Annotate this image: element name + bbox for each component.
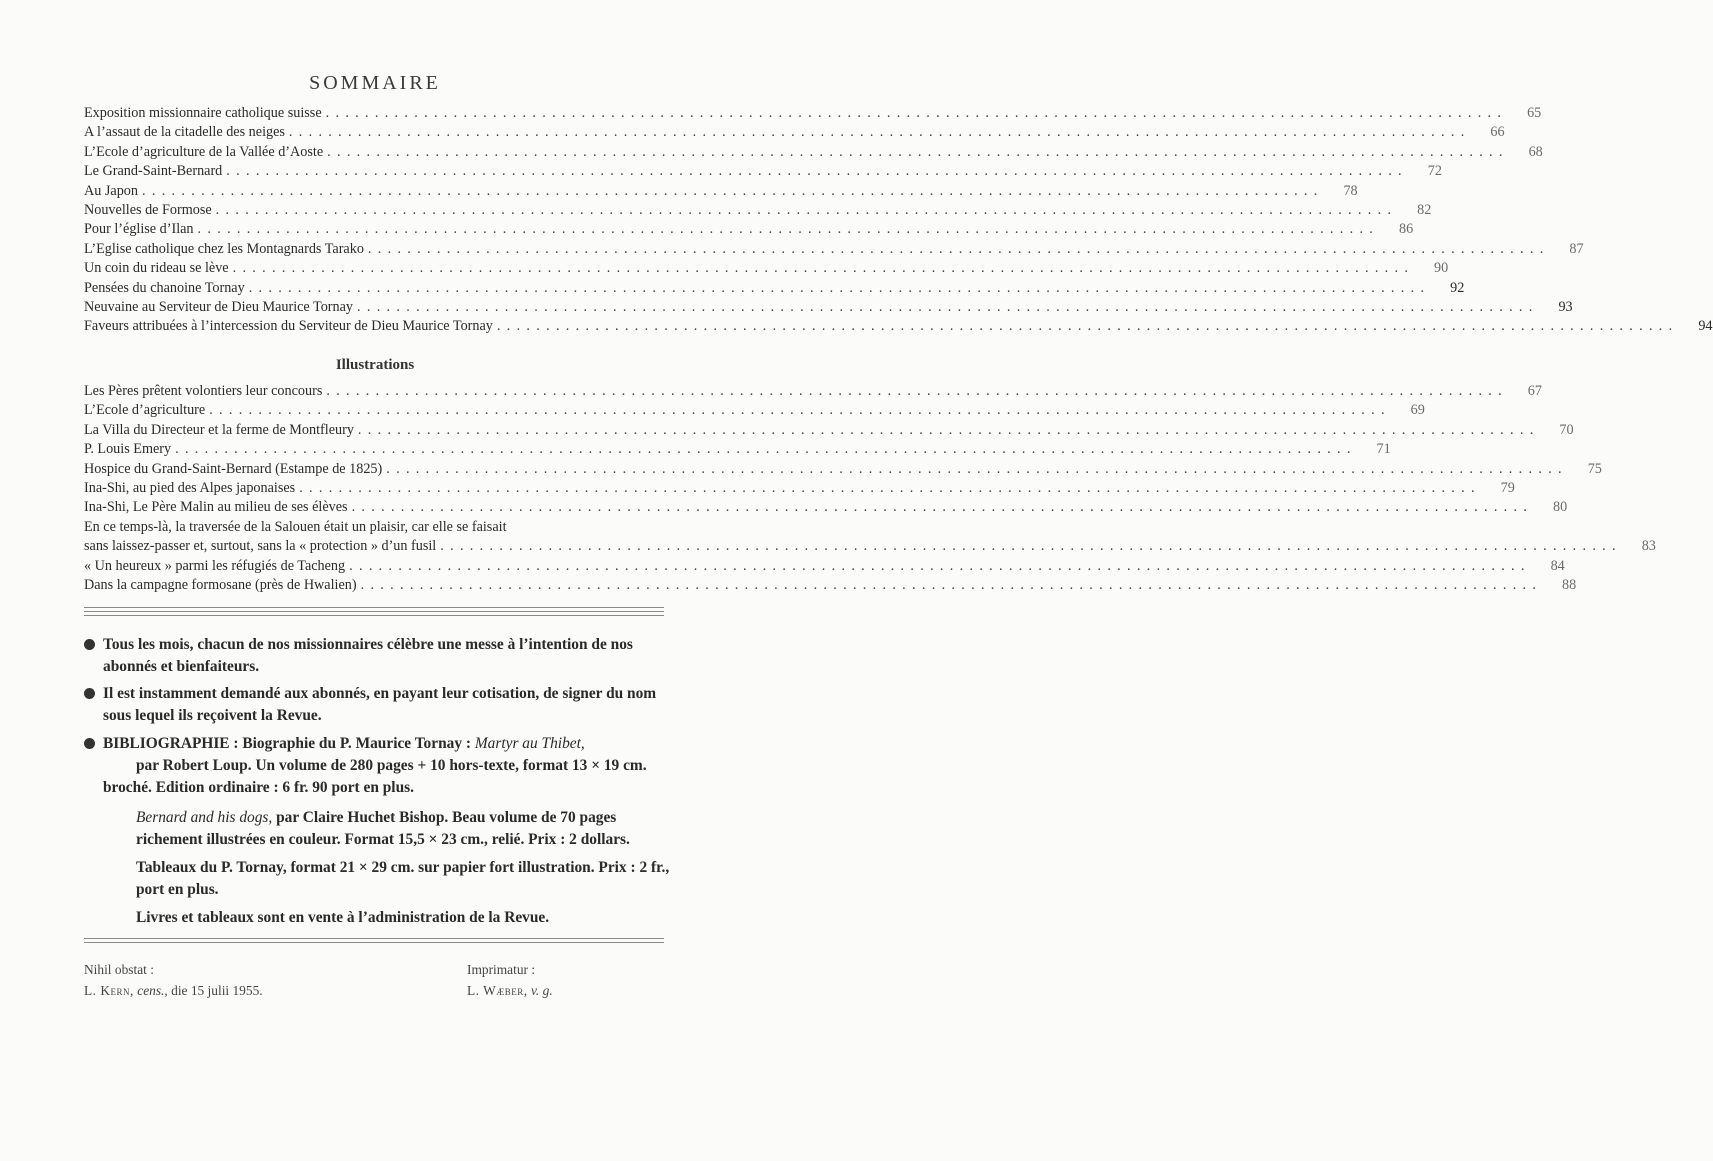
divider — [84, 942, 664, 943]
illustration-entry-title: Dans la campagne formosane (près de Hwalien) — [84, 576, 357, 593]
dot-leader: ........................................................................................................................ — [357, 421, 1540, 438]
bib-label: BIBLIOGRAPHIE : Biographie du P. Maurice Tornay : — [103, 735, 475, 752]
illustration-entry-title: Les Pères prêtent volontiers leur concours — [84, 383, 323, 399]
bib-details: Un volume de 280 pages + 10 hors-texte, format 13 × 19 cm. broché. Edition ordinaire : 6 fr. 90 port en plus. — [103, 757, 647, 796]
sommaire-list — [84, 104, 1713, 337]
bullet-icon — [84, 738, 95, 749]
nihil-name: L. Kern, — [84, 983, 134, 998]
tableaux: Tableaux du P. Tornay, format 21 × 29 cm. sur papier fort illustration. Prix : 2 fr., port en plus. — [136, 859, 670, 898]
dot-leader: ........................................................................................................................ — [349, 557, 1531, 574]
sommaire-entry-page: 93 — [1558, 298, 1573, 315]
book2 — [136, 807, 674, 851]
book2-details: par Claire Huchet Bishop. Beau volume de 70 pages richement illustrées en couleur. Format 15,5 × 23 cm., relié. Prix : 2 dollars. — [136, 809, 630, 848]
dot-leader: ........................................................................................................................ — [209, 402, 1391, 419]
sommaire-entry-title: Faveurs attribuées à l’intercession du Serviteur de Dieu Maurice Tornay — [84, 318, 493, 335]
dot-leader: ........................................................................................................................ — [327, 143, 1509, 160]
sommaire-entry-page: 90 — [1434, 260, 1449, 277]
illustration-entry-page: 67 — [1527, 383, 1542, 399]
nihil-date: , die 15 julii 1955. — [164, 983, 263, 998]
illustration-entry-page: 80 — [1553, 499, 1568, 516]
illustration-entry-page: 75 — [1587, 460, 1602, 477]
sommaire-entry-page: 78 — [1343, 182, 1358, 199]
sommaire-entry-page: 86 — [1398, 221, 1414, 238]
illustration-entry-title: P. Louis Emery — [84, 441, 172, 458]
illustrations-title: Illustrations — [335, 357, 415, 373]
sommaire-entry — [84, 201, 1432, 220]
illustration-entry-page: 70 — [1559, 421, 1574, 438]
dot-leader: ........................................................................................................................ — [357, 298, 1539, 315]
sommaire-entry-title: Pour l’église d’Ilan — [84, 221, 194, 238]
illustration-entry — [84, 498, 1568, 517]
sommaire-entry-title: Un coin du rideau se lève — [84, 260, 229, 277]
illustration-entry — [84, 382, 1542, 401]
sommaire-entry — [84, 220, 1414, 239]
illustration-entry — [84, 440, 1391, 459]
sommaire-entry — [84, 104, 1542, 123]
sommaire-entry-page: 82 — [1417, 201, 1432, 218]
sommaire-entry-title: Le Grand-Saint-Bernard — [84, 163, 223, 180]
imprimatur-label: Imprimatur : — [467, 962, 536, 977]
sommaire-entry — [84, 240, 1584, 259]
illustration-entry-title: Ina-Shi, Le Père Malin au milieu de ses élèves — [84, 499, 348, 516]
dot-leader: ........................................................................................................................ — [215, 201, 1398, 218]
dot-leader: ........................................................................................................................ — [351, 499, 1534, 516]
nihil-obstat — [84, 959, 263, 1001]
illustration-entry-page: 71 — [1376, 441, 1391, 458]
note-cotisation-text: Il est instamment demandé aux abonnés, en payant leur cotisation, de signer du nom sous lequel ils reçoivent la Revue. — [103, 685, 657, 724]
sommaire-entry-title: L’Eglise catholique chez les Montagnards Tarako — [84, 240, 364, 257]
illustration-entry — [84, 557, 1565, 576]
divider — [84, 615, 664, 616]
bullet-icon — [84, 639, 95, 650]
illustration-entry-title: Hospice du Grand-Saint-Bernard (Estampe de 1825) — [84, 460, 383, 477]
dot-leader: ........................................................................................................................ — [360, 576, 1543, 593]
sommaire-entry-title: Pensées du chanoine Tornay — [84, 279, 245, 296]
dot-leader: ........................................................................................................................ — [142, 182, 1324, 199]
note-bibliographie — [84, 733, 674, 935]
bib-book-title: Martyr au Thibet, — [474, 735, 585, 752]
sommaire-entry — [84, 182, 1358, 201]
illustration-entry — [84, 537, 1656, 556]
vente: Livres et tableaux sont en vente à l’administration de la Revue. — [136, 909, 550, 926]
dot-leader: ........................................................................................................................ — [367, 240, 1550, 257]
imprimatur-role: v. g. — [530, 983, 553, 998]
sommaire-entry-title: Au Japon — [84, 182, 138, 199]
dot-leader: ........................................................................................................................ — [440, 538, 1622, 555]
sommaire-entry-page: 68 — [1528, 143, 1543, 160]
bib-author: par Robert Loup. — [136, 757, 256, 774]
dot-leader: ........................................................................................................................ — [496, 318, 1679, 335]
nihil-role: cens. — [137, 983, 165, 998]
sommaire-entry — [84, 259, 1449, 278]
illustration-entry — [84, 421, 1574, 440]
imprimatur-signature — [467, 980, 553, 1001]
illustration-entry — [84, 518, 668, 537]
dot-leader: ........................................................................................................................ — [175, 441, 1357, 458]
illustration-entry — [84, 479, 1515, 498]
illustration-entry-page: 69 — [1410, 402, 1425, 419]
sommaire-entry — [84, 162, 1442, 181]
dot-leader: ........................................................................................................................ — [232, 260, 1415, 277]
dot-leader: ........................................................................................................................ — [299, 479, 1481, 496]
dot-leader: ........................................................................................................................ — [325, 105, 1508, 121]
illustration-entry-title: En ce temps-là, la traversée de la Salouen était un plaisir, car elle se faisait — [84, 518, 507, 535]
bullet-icon — [84, 688, 95, 699]
book2-title: Bernard and his dogs, — [136, 809, 273, 826]
sommaire-entry-page: 94 — [1698, 318, 1713, 335]
sommaire-entry-page: 65 — [1527, 105, 1542, 121]
dot-leader: ........................................................................................................................ — [326, 383, 1508, 399]
illustration-entry — [84, 576, 1577, 595]
sommaire-entry — [84, 298, 1573, 317]
bibliographie-text — [103, 733, 674, 799]
nihil-obstat-signature — [84, 980, 263, 1001]
divider — [84, 938, 664, 939]
illustration-entry — [84, 460, 1602, 479]
note-messe — [84, 634, 674, 678]
dot-leader: ........................................................................................................................ — [248, 279, 1431, 296]
sommaire-entry-page: 72 — [1427, 163, 1442, 180]
dot-leader: ........................................................................................................................ — [197, 221, 1380, 238]
illustration-entry-title: Ina-Shi, au pied des Alpes japonaises — [84, 479, 296, 496]
note-messe-text: Tous les mois, chacun de nos missionnaires célèbre une messe à l’intention de nos abonnés et bienfaiteurs. — [103, 636, 633, 675]
note-cotisation — [84, 683, 674, 727]
illustration-entry-page: 79 — [1500, 479, 1515, 496]
illustration-entry-page: 88 — [1562, 576, 1577, 593]
illustrations-list — [84, 382, 1656, 595]
sommaire-entry-page: 66 — [1490, 124, 1505, 141]
divider — [84, 607, 664, 608]
imprimatur — [467, 959, 553, 1001]
illustration-entry-page: 84 — [1550, 557, 1565, 574]
sommaire-entry-title: Neuvaine au Serviteur de Dieu Maurice Tornay — [84, 298, 353, 315]
nihil-obstat-label: Nihil obstat : — [84, 962, 154, 977]
sommaire-title: SOMMAIRE — [309, 72, 441, 94]
sommaire-entry — [84, 279, 1465, 298]
sommaire-entry-title: A l’assaut de la citadelle des neiges — [84, 124, 285, 141]
sommaire-entry-title: Nouvelles de Formose — [84, 201, 212, 218]
illustration-entry-title: La Villa du Directeur et la ferme de Montfleury — [84, 421, 354, 438]
sommaire-entry-title: L’Ecole d’agriculture de la Vallée d’Aoste — [84, 143, 324, 160]
sommaire-entry-title: Exposition missionnaire catholique suisse — [84, 105, 322, 121]
illustration-entry-page: 83 — [1641, 538, 1656, 555]
dot-leader: ........................................................................................................................ — [288, 124, 1471, 141]
illustration-entry-title: « Un heureux » parmi les réfugiés de Tacheng — [84, 557, 346, 574]
divider — [84, 611, 664, 612]
dot-leader: ........................................................................................................................ — [226, 163, 1408, 180]
sommaire-entry-page: 87 — [1569, 240, 1584, 257]
bib-more — [136, 807, 674, 929]
dot-leader: ........................................................................................................................ — [386, 460, 1568, 477]
illustration-entry — [84, 401, 1425, 420]
sommaire-entry — [84, 143, 1543, 162]
sommaire-entry — [84, 317, 1713, 336]
imprimatur-name: L. Wæber, — [467, 983, 528, 998]
illustration-entry-title: sans laissez-passer et, surtout, sans la « protection » d’un fusil — [84, 538, 437, 555]
illustration-entry-title: L’Ecole d’agriculture — [84, 402, 206, 419]
sommaire-entry-page: 92 — [1450, 279, 1465, 296]
sommaire-entry — [84, 123, 1505, 142]
